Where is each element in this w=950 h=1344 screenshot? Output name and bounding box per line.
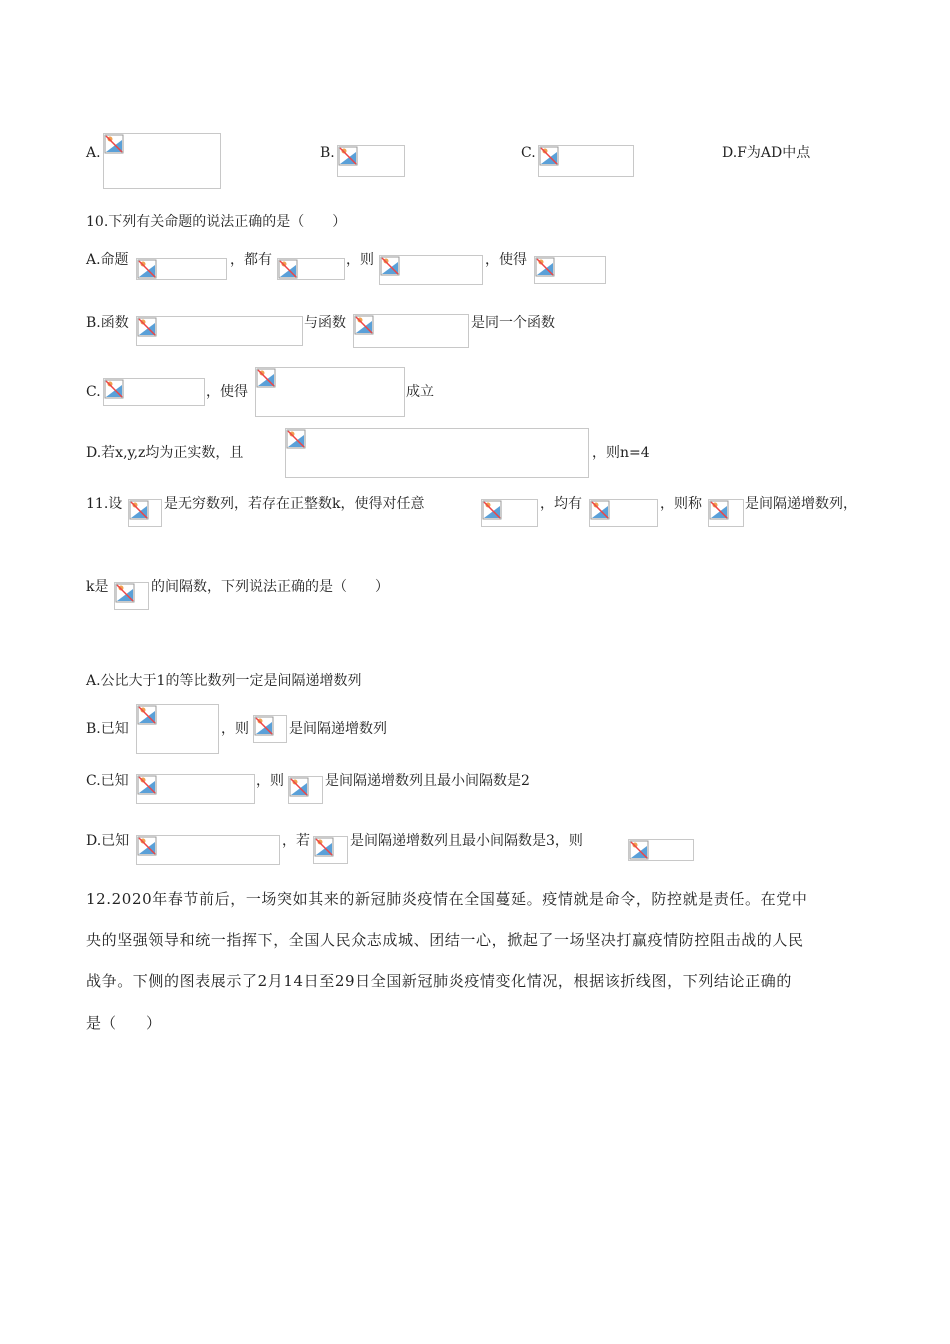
q11-stem-2: 是无穷数列，若存在正整数k，使得对任意 (164, 496, 425, 512)
broken-image-icon (254, 716, 274, 736)
q10-c-text-1: C. (86, 384, 101, 400)
q11-b-text-2: ，则 (221, 721, 249, 737)
q10-c-text-2: ，使得 (206, 384, 248, 400)
broken-image-icon (709, 500, 729, 520)
broken-image-icon (482, 500, 502, 520)
broken-image-icon (137, 836, 157, 856)
q11-b-text-1: B.已知 (86, 721, 129, 737)
formula-image-q11c-1 (136, 774, 255, 804)
formula-image-q10c-2 (255, 367, 405, 417)
broken-image-icon (115, 583, 135, 603)
broken-image-icon (590, 500, 610, 520)
q9-option-d: D.F为AD中点 (722, 145, 811, 161)
q10-d-text-2: ，则n=4 (592, 445, 650, 461)
broken-image-icon (256, 368, 276, 388)
formula-image-q11d-2 (313, 836, 348, 864)
q11-d-text-3: 是间隔递增数列且最小间隔数是3，则 (350, 833, 583, 849)
formula-image-q9c (538, 145, 634, 177)
broken-image-icon (629, 840, 649, 860)
q11-d-text-1: D.已知 (86, 833, 130, 849)
broken-image-icon (137, 259, 157, 279)
broken-image-icon (129, 500, 149, 520)
q11-c-text-2: ，则 (256, 773, 284, 789)
broken-image-icon (137, 317, 157, 337)
q12-line-3: 战争。下侧的图表展示了2月14日至29日全国新冠肺炎疫情变化情况，根据该折线图，下列结论正确的 (86, 972, 792, 990)
broken-image-icon (104, 134, 124, 154)
q11-stem-4: ，则称 (660, 496, 702, 512)
broken-image-icon (354, 315, 374, 335)
q11-stem2-2: 的间隔数，下列说法正确的是（ ） (151, 579, 389, 595)
q11-stem-5: 是间隔递增数列， (745, 496, 857, 512)
q11-a: A.公比大于1的等比数列一定是间隔递增数列 (86, 673, 362, 689)
formula-image-q10c-1 (103, 378, 205, 406)
broken-image-icon (137, 705, 157, 725)
q12-line-1: 12.2020年春节前后，一场突如其来的新冠肺炎疫情在全国蔓延。疫情就是命令，防控就是责任。在党中 (86, 890, 808, 908)
broken-image-icon (314, 837, 334, 857)
q9-option-c-label: C. (521, 145, 536, 161)
broken-image-icon (278, 259, 298, 279)
q10-c-text-3: 成立 (406, 384, 434, 400)
formula-image-q11-5 (114, 582, 149, 610)
q12-line-2: 央的坚强领导和统一指挥下，全国人民众志成城、团结一心，掀起了一场坚决打赢疫情防控阻击战的人民 (86, 931, 804, 949)
formula-image-q11c-2 (288, 776, 323, 804)
q11-stem-1: 11.设 (86, 496, 123, 512)
broken-image-icon (137, 775, 157, 795)
q11-c-text-1: C.已知 (86, 773, 129, 789)
broken-image-icon (286, 429, 306, 449)
formula-image-q10a-3 (379, 255, 483, 285)
formula-image-q9b (337, 145, 405, 177)
formula-image-q11d-1 (136, 835, 280, 865)
q10-a-text-3: ，则 (346, 252, 374, 268)
formula-image-q11-3 (589, 499, 658, 527)
q9-option-a-label: A. (86, 145, 101, 161)
q11-c-text-3: 是间隔递增数列且最小间隔数是2 (325, 773, 530, 789)
formula-image-q10b-1 (136, 316, 303, 346)
q11-stem2-1: k是 (86, 579, 109, 595)
formula-image-q10a-2 (277, 258, 345, 280)
formula-image-q11-2 (481, 499, 538, 527)
formula-image-q11d-3 (628, 839, 694, 861)
q11-stem-3: ，均有 (540, 496, 582, 512)
q10-b-text-3: 是同一个函数 (471, 315, 555, 331)
q10-b-text-1: B.函数 (86, 315, 129, 331)
broken-image-icon (289, 777, 309, 797)
q10-a-text-1: A.命题 (86, 252, 129, 268)
q9-option-b-label: B. (320, 145, 335, 161)
q10-d-text-1: D.若x,y,z均为正实数，且 (86, 445, 244, 461)
q11-d-text-2: ，若 (282, 833, 310, 849)
formula-image-q10d-1 (285, 428, 589, 478)
q10-a-text-2: ，都有 (230, 252, 272, 268)
broken-image-icon (104, 379, 124, 399)
broken-image-icon (539, 146, 559, 166)
q10-a-text-4: ，使得 (485, 252, 527, 268)
formula-image-q11b-2 (253, 715, 287, 743)
formula-image-q11-1 (128, 499, 162, 527)
q11-b-text-3: 是间隔递增数列 (289, 721, 387, 737)
q10-b-text-2: 与函数 (304, 315, 346, 331)
formula-image-q9a (103, 133, 221, 189)
formula-image-q10b-2 (353, 314, 469, 348)
broken-image-icon (535, 257, 555, 277)
q10-stem: 10.下列有关命题的说法正确的是（ ） (86, 214, 347, 230)
formula-image-q11-4 (708, 499, 744, 527)
formula-image-q10a-1 (136, 258, 227, 280)
broken-image-icon (380, 256, 400, 276)
broken-image-icon (338, 146, 358, 166)
formula-image-q10a-4 (534, 256, 606, 284)
formula-image-q11b-1 (136, 704, 219, 754)
q12-line-4: 是（ ） (86, 1014, 162, 1032)
